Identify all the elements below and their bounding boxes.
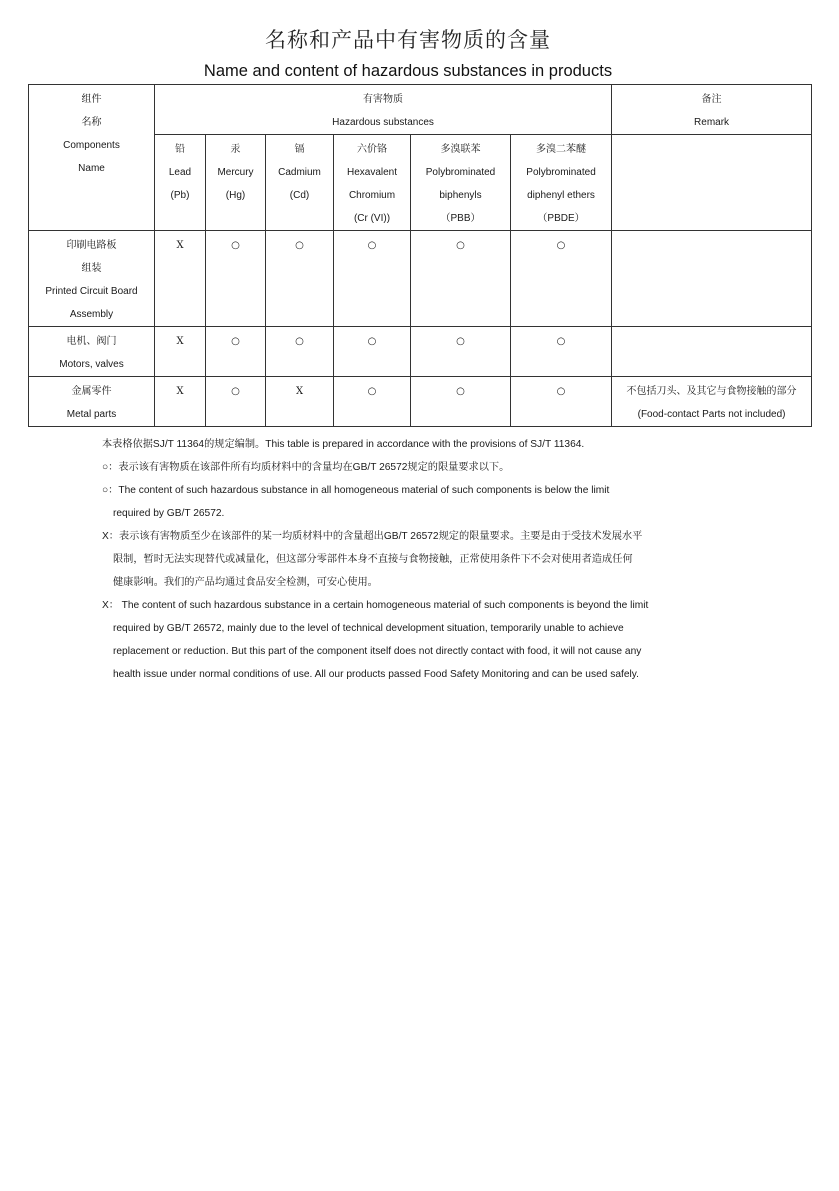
component-name-line: Metal parts <box>66 409 117 420</box>
component-name-cell <box>29 231 155 327</box>
mark-cell <box>334 231 411 327</box>
header-label: 铅 <box>175 144 185 155</box>
header-label: (Cr (VI)) <box>353 213 391 224</box>
header-label: Chromium <box>348 190 396 201</box>
header-label: diphenyl ethers <box>527 190 595 201</box>
mark-value: ○ <box>295 240 304 251</box>
header-label: 镉 <box>294 144 305 155</box>
notes-section <box>102 433 742 686</box>
table-row <box>29 231 812 327</box>
note-line: health issue under normal conditions of use. All our products passed Food Safety Monitoring and can be used safely. <box>113 669 639 680</box>
mark-cell <box>206 231 266 327</box>
header-label: Polybrominated <box>425 167 496 178</box>
substance-header-lead <box>155 135 206 231</box>
header-label: biphenyls <box>439 190 482 201</box>
component-name-line: 电机、阀门 <box>66 336 117 347</box>
header-label: (Hg) <box>225 190 246 201</box>
header-label: 汞 <box>230 144 241 155</box>
mark-cell <box>511 231 612 327</box>
header-label: 名称 <box>81 117 102 128</box>
mark-cell <box>155 327 206 377</box>
mark-value: ○ <box>456 336 465 347</box>
header-label: Lead <box>168 167 192 178</box>
mark-value: ○ <box>556 240 566 251</box>
header-label: 有害物质 <box>363 94 404 105</box>
mark-value: ○ <box>367 386 377 397</box>
substance-header-chromium <box>334 135 411 231</box>
mark-cell <box>266 327 334 377</box>
table-row <box>29 377 812 427</box>
mark-cell <box>411 327 511 377</box>
remark-header-cell <box>612 85 812 135</box>
header-label: Hazardous substances <box>332 117 434 128</box>
header-label: Hexavalent <box>346 167 398 178</box>
substance-header-pbde <box>511 135 612 231</box>
remark-line: (Food-contact Parts not included) <box>637 409 786 420</box>
page-title-cn: 名称和产品中有害物质的含量 <box>265 28 551 52</box>
component-name-line: Printed Circuit Board <box>45 286 138 297</box>
header-label: （PBDE） <box>537 213 585 224</box>
header-label: Cadmium <box>278 167 321 178</box>
header-label: (Pb) <box>170 190 190 201</box>
mark-value: ○ <box>367 336 377 347</box>
mark-value: ○ <box>456 240 465 251</box>
hazardous-header-cell <box>155 85 612 135</box>
mark-cell <box>511 377 612 427</box>
header-label: Name <box>78 163 105 174</box>
component-name-line: 组装 <box>81 263 102 274</box>
component-name-cell <box>29 327 155 377</box>
mark-cell <box>411 377 511 427</box>
header-label: 六价铬 <box>357 144 387 155</box>
header-label: 组件 <box>81 94 102 105</box>
mark-cell <box>334 377 411 427</box>
table-row <box>29 327 812 377</box>
header-label: 多溴联苯 <box>440 144 481 155</box>
component-name-line: 印刷电路板 <box>66 240 117 251</box>
mark-cell <box>266 231 334 327</box>
component-name-line: 金属零件 <box>71 386 112 397</box>
note-line: 限制，暂时无法实现替代或减量化，但这部分零部件本身不直接与食物接触，正常使用条件下不会对使用者造成任何 <box>113 554 633 565</box>
remark-cell <box>612 231 812 327</box>
table-header-row <box>29 85 812 135</box>
component-name-line: Assembly <box>69 309 114 320</box>
mark-cell <box>155 377 206 427</box>
note-line: 本表格依据SJ/T 11364的规定编制。This table is prepared in accordance with the provisions of SJ/T 11364. <box>102 439 585 450</box>
mark-value: ○ <box>231 336 240 347</box>
mark-cell <box>155 231 206 327</box>
remark-empty-cell <box>612 135 812 231</box>
header-label: Components <box>63 140 120 151</box>
mark-value: ○ <box>556 336 566 347</box>
note-line: ○：The content of such hazardous substance in all homogeneous material of such components is below the limit <box>102 485 610 496</box>
components-header-cell <box>29 85 155 231</box>
mark-cell <box>334 327 411 377</box>
substance-header-pbb <box>411 135 511 231</box>
note-line: required by GB/T 26572, mainly due to the level of technical development situation, temporarily unable to achieve <box>113 623 624 634</box>
note-line: ○：表示该有害物质在该部件所有均质材料中的含量均在GB/T 26572规定的限量要求以下。 <box>102 462 510 473</box>
mark-cell <box>511 327 612 377</box>
note-line: X： The content of such hazardous substance in a certain homogeneous material of such components is beyond the limit <box>102 600 649 611</box>
header-label: 多溴二苯醚 <box>536 144 587 155</box>
header-label: Mercury <box>217 167 254 178</box>
mark-cell <box>206 327 266 377</box>
mark-cell <box>411 231 511 327</box>
mark-value: X <box>176 336 184 347</box>
substance-header-mercury <box>206 135 266 231</box>
header-label: （PBB） <box>440 213 481 224</box>
mark-value: X <box>176 386 184 397</box>
mark-value: X <box>176 240 184 251</box>
mark-value: ○ <box>556 386 566 397</box>
hazardous-substances-table <box>28 84 812 427</box>
note-line: 健康影响。我们的产品均通过食品安全检测，可安心使用。 <box>113 577 378 588</box>
mark-value: ○ <box>231 386 240 397</box>
mark-value: X <box>295 386 304 397</box>
note-line: required by GB/T 26572. <box>113 508 225 519</box>
header-label: (Cd) <box>289 190 310 201</box>
mark-cell <box>266 377 334 427</box>
component-name-line: Motors, valves <box>59 359 124 370</box>
component-name-cell <box>29 377 155 427</box>
mark-value: ○ <box>367 240 377 251</box>
mark-value: ○ <box>456 386 465 397</box>
header-label: 备注 <box>701 94 722 105</box>
substance-header-cadmium <box>266 135 334 231</box>
remark-cell <box>612 377 812 427</box>
remark-line: 不包括刀头、及其它与食物接触的部分 <box>626 386 797 397</box>
mark-value: ○ <box>231 240 240 251</box>
mark-value: ○ <box>295 336 304 347</box>
header-label: Polybrominated <box>526 167 596 178</box>
mark-cell <box>206 377 266 427</box>
page-title-en: Name and content of hazardous substances in products <box>203 62 613 80</box>
note-line: replacement or reduction. But this part of the component itself does not directly contact with food, it will not cause any <box>113 646 642 657</box>
note-line: X：表示该有害物质至少在该部件的某一均质材料中的含量超出GB/T 26572规定的限量要求。主要是由于受技术发展水平 <box>102 531 643 542</box>
remark-cell <box>612 327 812 377</box>
header-label: Remark <box>694 117 730 128</box>
